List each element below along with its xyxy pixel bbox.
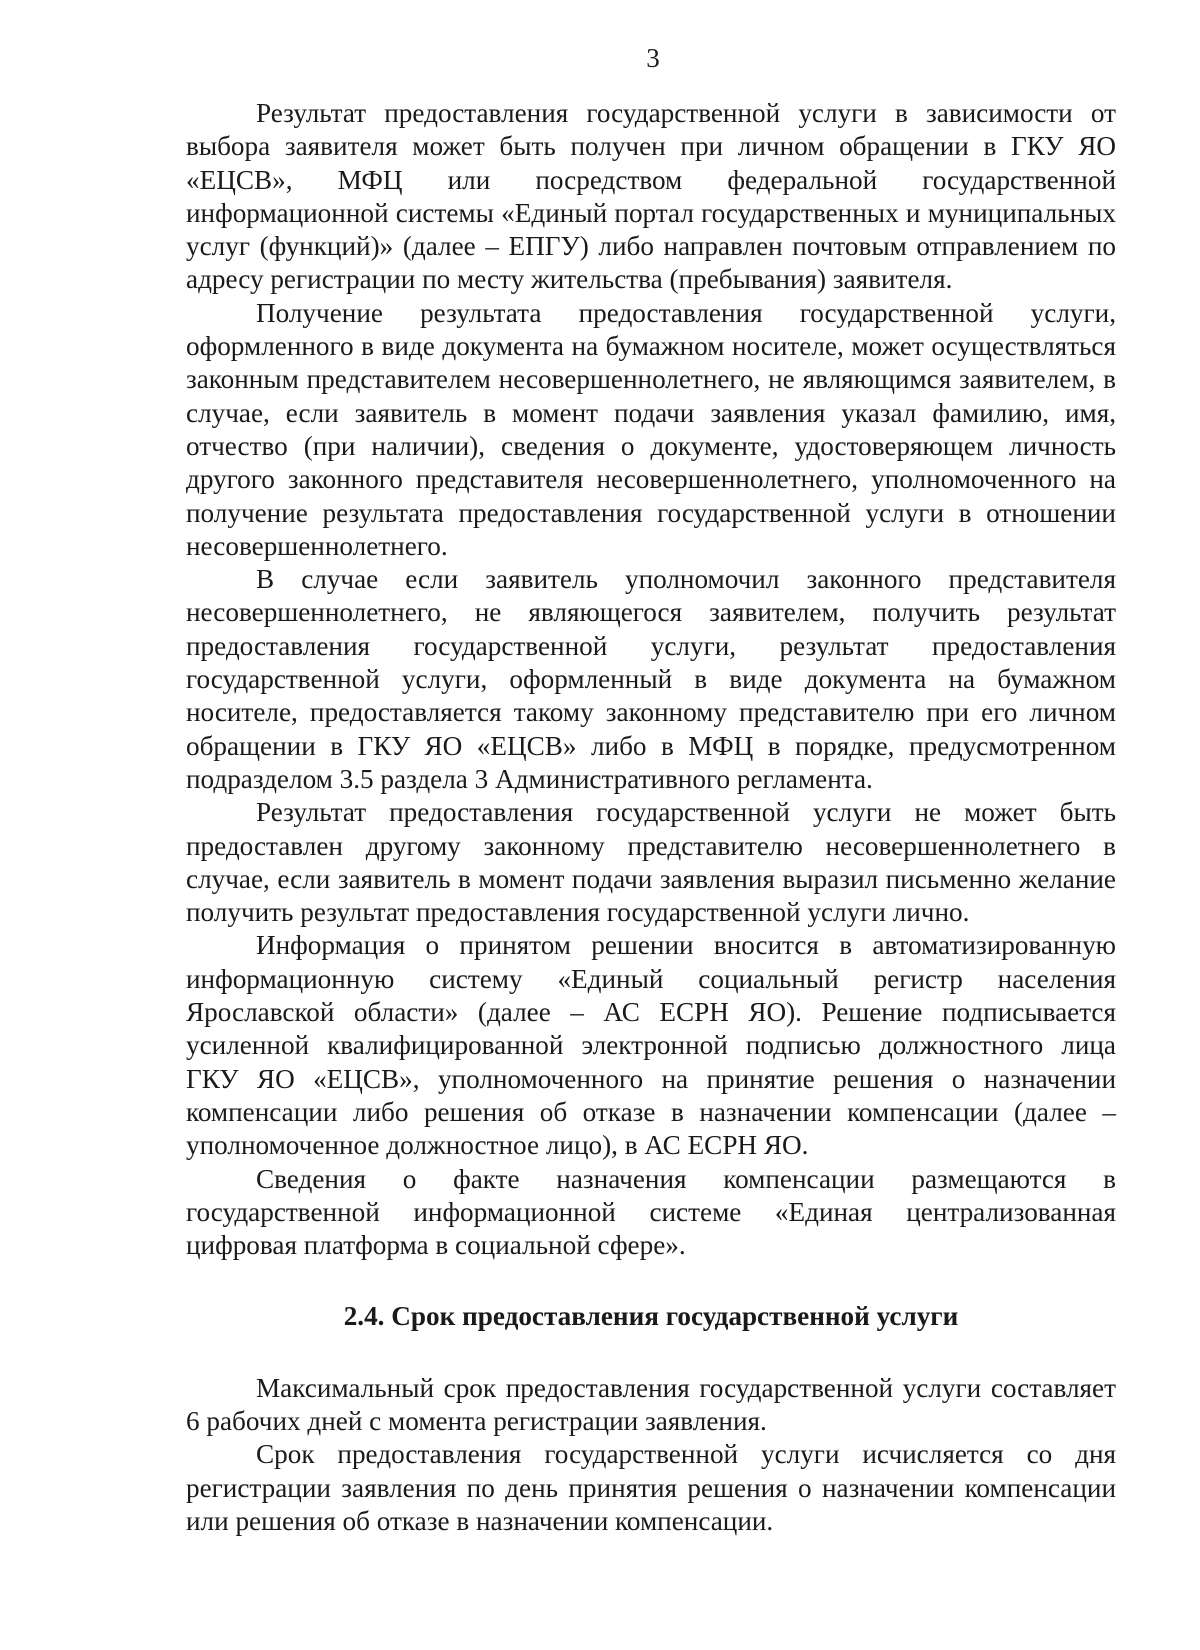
paragraph-max-term: Максимальный срок предоставления государственной услуги составляет 6 рабочих дней с момента регистрации заявления. (186, 1372, 1116, 1436)
paragraph-compensation-info: Сведения о факте назначения компенсации размещаются в государственной информационной системе «Единая централизованная цифровая платформа в социальной сфере». (186, 1163, 1116, 1261)
document-body (186, 97, 1116, 1538)
paragraph-term-calculation: Срок предоставления государственной услуги исчисляется со дня регистрации заявления по день принятия решения о назначении компенсации или решения об отказе в назначении компенсации. (186, 1439, 1116, 1536)
paragraph-paper-result-representative: Получение результата предоставления государственной услуги, оформленного в виде документа на бумажном носителе, может осуществляться законным представителем несовершеннолетнего, не являющимся заявителем, в случае, если заявитель в момент подачи заявления указал фамилию, имя, отчество (при наличии), сведения о документе, удостоверяющем личность другого законного представителя несовершеннолетнего, уполномоченного на получение результата предоставления государственной услуги в отношении несовершеннолетнего. (186, 297, 1116, 561)
section-heading: 2.4. Срок предоставления государственной услуги (343, 1301, 959, 1332)
paragraph-result-delivery: Результат предоставления государственной услуги в зависимости от выбора заявителя может быть получен при личном обращении в ГКУ ЯО «ЕЦСВ», МФЦ или посредством федеральной государственной информационной системы «Единый портал государственных и муниципальных услуг (функций)» (далее – ЕПГУ) либо направлен почтовым отправлением по адресу регистрации по месту жительства (пребывания) заявителя. (186, 98, 1116, 295)
paragraph-authorized-representative: В случае если заявитель уполномочил законного представителя несовершеннолетнего, не являющегося заявителем, получить результат предоставления государственной услуги, результат предоставления государственной услуги, оформленный в виде документа на бумажном носителе, предоставляется такому законному представителю при его личном обращении в ГКУ ЯО «ЕЦСВ» либо в МФЦ в порядке, предусмотренном подразделом 3.5 раздела 3 Административного регламента. (186, 564, 1116, 794)
paragraph-decision-information: Информация о принятом решении вносится в автоматизированную информационную систему «Единый социальный регистр населения Ярославской области» (далее – АС ЕСРН ЯО). Решение подписывается усиленной квалифицированной электронной подписью должностного лица ГКУ ЯО «ЕЦСВ», уполномоченного на принятие решения о назначении компенсации либо решения об отказе в назначении компенсации (далее – уполномоченное должностное лицо), в АС ЕСРН ЯО. (186, 930, 1116, 1161)
paragraph-result-restriction: Результат предоставления государственной услуги не может быть предоставлен другому законному представителю несовершеннолетнего в случае, если заявитель в момент подачи заявления выразил письменно желание получить результат предоставления государственной услуги лично. (186, 797, 1116, 928)
page-number: 3 (646, 43, 660, 73)
